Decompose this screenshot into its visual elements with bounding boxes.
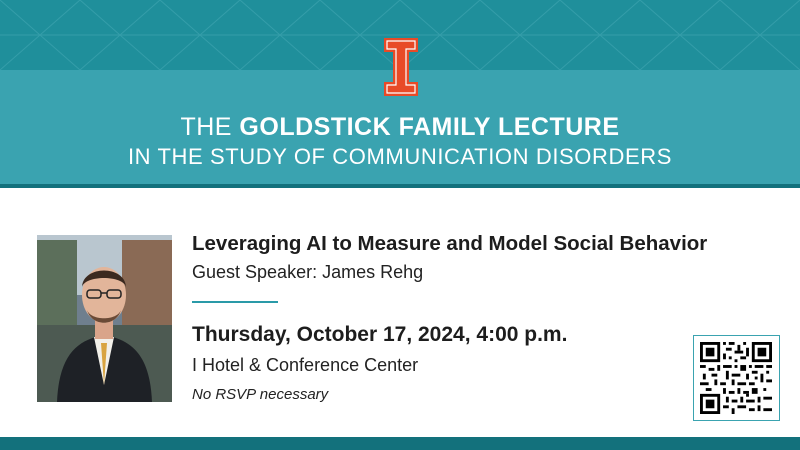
guest-speaker: Guest Speaker: James Rehg (192, 262, 424, 282)
event-venue: I Hotel & Conference Center (192, 355, 419, 375)
footer-stripe (0, 437, 800, 450)
lecture-title-lead: THE (180, 113, 232, 141)
lecture-title-strong: GOLDSTICK FAMILY LECTURE (239, 113, 620, 141)
banner-bottom-stripe (0, 184, 800, 188)
event-date-time: Thursday, October 17, 2024, 4:00 p.m. (192, 323, 568, 346)
lecture-subtitle: IN THE STUDY OF COMMUNICATION DISORDERS (127, 144, 673, 169)
speaker-photo (37, 235, 172, 402)
block-i-logo (384, 38, 418, 96)
rsvp-note: No RSVP necessary (192, 386, 329, 403)
talk-title: Leveraging AI to Measure and Model Social Behavior (192, 232, 708, 255)
qr-code[interactable] (693, 335, 780, 421)
qr-code-icon (700, 342, 772, 414)
section-divider (192, 301, 278, 303)
header-banner (0, 0, 800, 188)
lecture-title (0, 113, 800, 142)
